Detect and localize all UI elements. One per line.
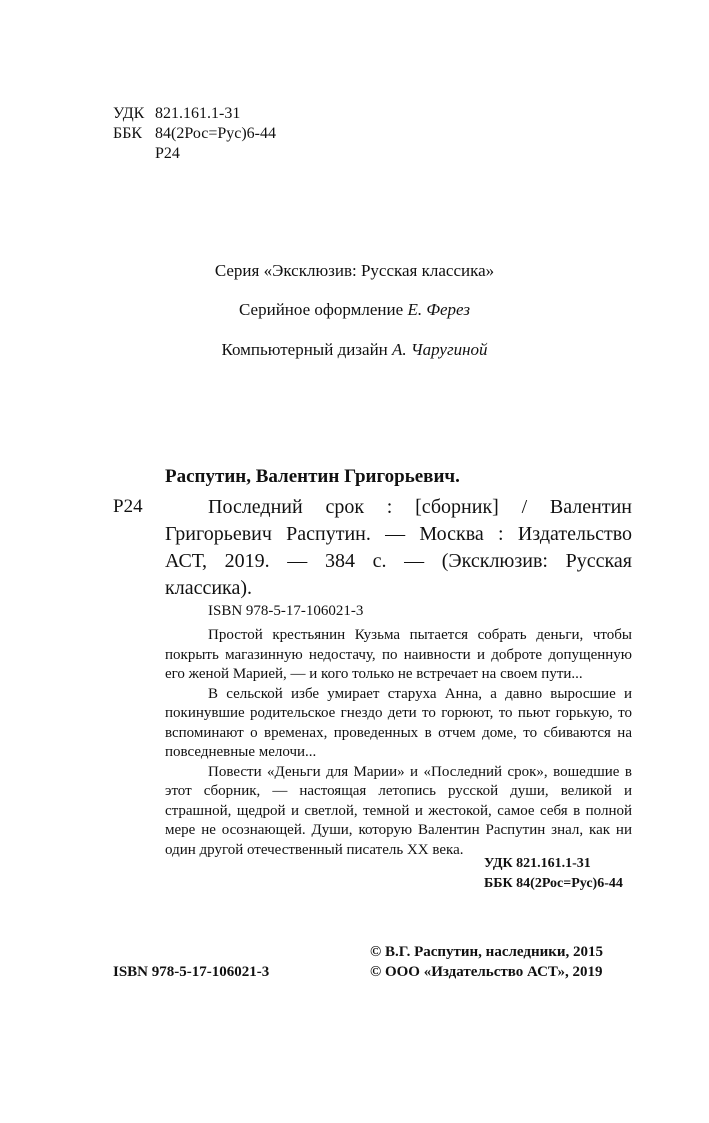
annotation xyxy=(165,626,632,860)
copyright-publisher: © ООО «Издательство АСТ», 2019 xyxy=(370,964,603,980)
annotation-paragraph: Простой крестьянин Кузьма пытается собрать деньги, чтобы покрыть магазинную недостачу, по наивности и доброте допущенную его женой Марией, — и кого только не встречает на своем пути... xyxy=(165,627,632,682)
bottom-udk: УДК 821.161.1-31 xyxy=(484,856,591,871)
computer-design-label: Компьютерный дизайн xyxy=(221,340,393,359)
computer-design-credit xyxy=(0,340,709,360)
udk-row xyxy=(113,104,276,124)
author-mark: Р24 xyxy=(155,145,180,162)
bbk-row xyxy=(113,124,276,144)
udk-value: 821.161.1-31 xyxy=(155,105,241,122)
entry-author: Распутин, Валентин Григорьевич. xyxy=(165,466,460,487)
udk-label: УДК xyxy=(113,105,145,122)
bbk-label: ББК xyxy=(113,125,143,142)
entry-isbn: ISBN 978-5-17-106021-3 xyxy=(208,603,364,619)
entry-description: Последний срок : [сборник] / Валентин Григорьевич Распутин. — Москва : Издательство АСТ, 2019. — 384 с. — (Эксклюзив: Русская классика). xyxy=(165,496,632,599)
annotation-paragraph: Повести «Деньги для Марии» и «Последний срок», вошедшие в этот сборник, — настоящая летопись русской души, великой и страшной, щедрой и светлой, темной и жестокой, самое себя в полной мере не осознающей. Души, которую Валентин Распутин знал, как ни один другой отечественный писатель XX века. xyxy=(165,763,632,858)
bottom-isbn: ISBN 978-5-17-106021-3 xyxy=(113,964,270,980)
series-credit: Серия «Эксклюзив: Русская классика» xyxy=(214,261,495,280)
cover-design-label: Серийное оформление xyxy=(239,300,408,319)
author-mark-row xyxy=(113,144,276,164)
cover-design-credit xyxy=(0,300,709,320)
classification-block xyxy=(113,104,276,164)
bbk-value: 84(2Рос=Рус)6-44 xyxy=(155,125,277,142)
bottom-bbk: ББК 84(2Рос=Рус)6-44 xyxy=(484,876,623,891)
entry-mark: Р24 xyxy=(113,496,143,517)
copyright-author: © В.Г. Распутин, наследники, 2015 xyxy=(370,944,604,960)
computer-designer-name: А. Чаругиной xyxy=(392,340,488,359)
annotation-paragraph: В сельской избе умирает старуха Анна, а давно выросшие и покинувшие родительское гнездо дети то горюют, то пьют горькую, то вспоминают о временах, проведенных в отчем доме, то сбиваются на повседневные мелочи... xyxy=(165,685,632,760)
cover-designer-name: Е. Ферез xyxy=(407,300,470,319)
